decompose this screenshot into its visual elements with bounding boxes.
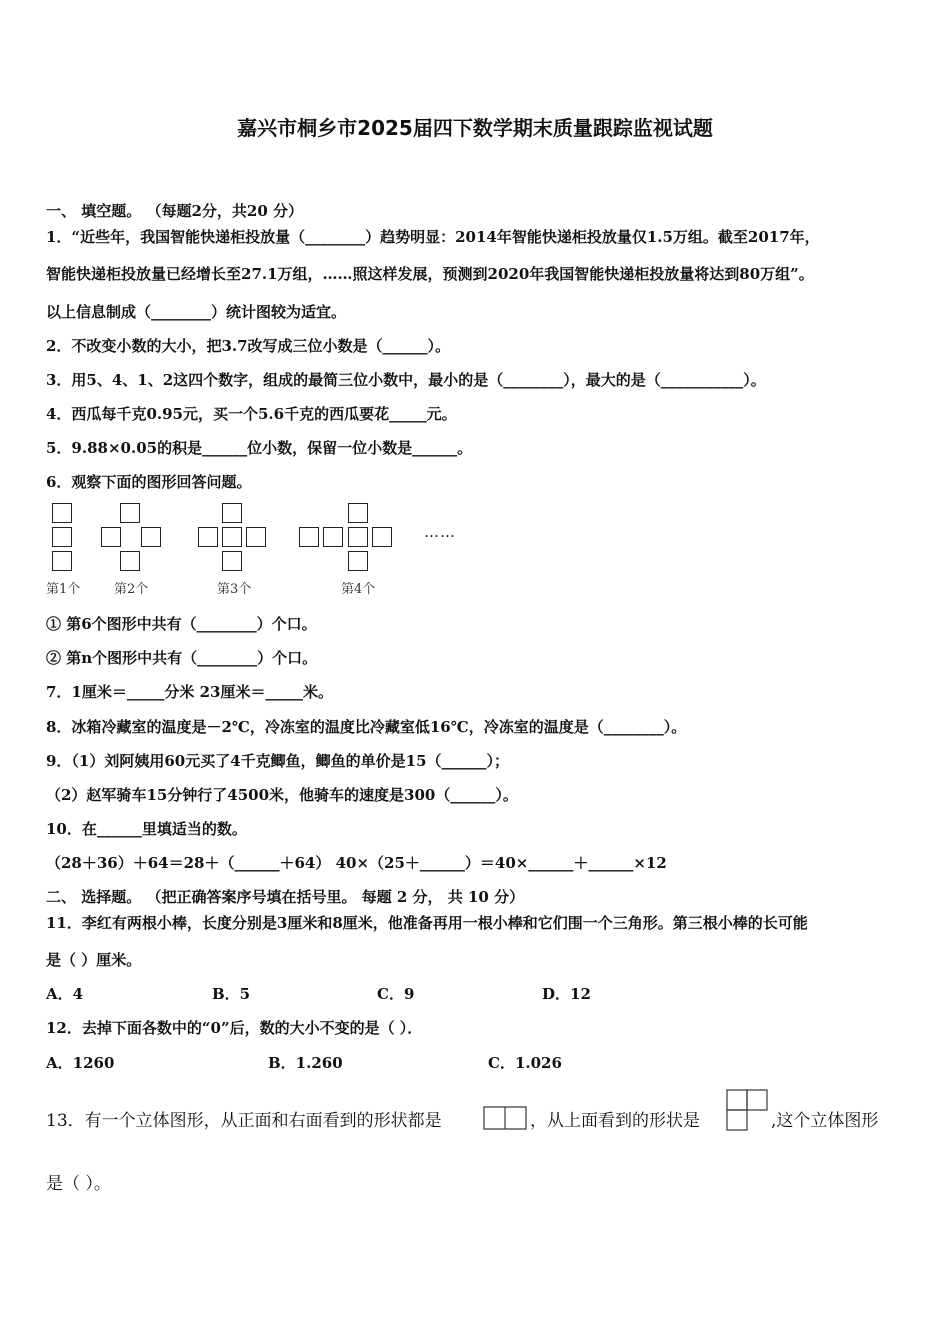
pattern-square [101,527,121,547]
q8: 8．冰箱冷藏室的温度是－2℃，冷冻室的温度比冷藏室低16℃，冷冻室的温度是（________）。 [46,718,687,736]
pattern-square [198,527,218,547]
q5: 5．9.88×0.05的积是______位小数，保留一位小数是______。 [46,439,473,457]
pattern-square [222,503,242,523]
q11-option-c: C．9 [377,985,415,1003]
q12-option-c: C．1.026 [488,1054,562,1072]
pattern-square [348,527,368,547]
section-1-header: 一、 填空题。 （每题2分，共20 分） [46,202,303,220]
pattern-square [372,527,392,547]
pattern-square [222,551,242,571]
q12-option-b: B．1.260 [268,1054,343,1072]
q7: 7．1厘米＝_____分米 23厘米＝_____米。 [46,683,333,701]
pattern-ellipsis: …… [424,523,456,541]
q13-part1: 13．有一个立体图形，从正面和右面看到的形状都是 [46,1111,442,1131]
q11-line2: 是（ ）厘米。 [46,951,142,969]
pattern-caption-2: 第2个 [114,582,149,597]
q11-option-b: B．5 [212,985,251,1003]
q6-stem: 6．观察下面的图形回答问题。 [46,473,252,491]
pattern-square [246,527,266,547]
q2: 2．不改变小数的大小，把3.7改写成三位小数是（______）。 [46,337,451,355]
top-view-figure [726,1089,770,1131]
q3: 3．用5、4、1、2这四个数字，组成的最简三位小数中，最小的是（________），最大的是（___________）。 [46,371,766,389]
q10-expression: （28＋36）＋64＝28＋（______＋64） 40×（25＋______）＝40×______＋______×12 [46,854,667,872]
q6-sub1: ① 第6个图形中共有（________）个口。 [46,615,317,633]
pattern-square [348,551,368,571]
q11-option-d: D．12 [542,985,591,1003]
q9-line1: 9．（1）刘阿姨用60元买了4千克鲫鱼，鲫鱼的单价是15（______）； [46,752,510,770]
pattern-square [120,551,140,571]
q13-line2: 是（ ）。 [46,1174,111,1194]
pattern-square [120,503,140,523]
q13-part2: ，从上面看到的形状是 [530,1111,700,1131]
q1-line3: 以上信息制成（________）统计图较为适宜。 [46,303,347,321]
q1-line2: 智能快递柜投放量已经增长至27.1万组，……照这样发展，预测到2020年我国智能快递柜投放量将达到80万组”。 [46,265,814,283]
q12-stem: 12．去掉下面各数中的“0”后，数的大小不变的是（ ）． [46,1019,423,1037]
q11-line1: 11．李红有两根小棒，长度分别是3厘米和8厘米，他准备再用一根小棒和它们围一个三角形。第三根小棒的长可能 [46,914,808,932]
pattern-square [323,527,343,547]
pattern-square [52,551,72,571]
pattern-square [52,527,72,547]
q1-line1: 1．“近些年，我国智能快递柜投放量（________）趋势明显：2014年智能快递柜投放量仅1.5万组。截至2017年， [46,228,820,246]
pattern-square [141,527,161,547]
q9-line2: （2）赵军骑车15分钟行了4500米，他骑车的速度是300（______）。 [46,786,518,804]
pattern-caption-1: 第1个 [46,582,81,597]
front-view-figure [483,1106,527,1130]
pattern-square [52,503,72,523]
pattern-square [348,503,368,523]
pattern-caption-3: 第3个 [217,582,252,597]
q4: 4．西瓜每千克0.95元，买一个5.6千克的西瓜要花_____元。 [46,405,457,423]
q10-stem: 10．在______里填适当的数。 [46,820,247,838]
q12-option-a: A．1260 [46,1054,115,1072]
pattern-caption-4: 第4个 [341,582,376,597]
q6-sub2: ② 第n个图形中共有（________）个口。 [46,649,318,667]
page-title: 嘉兴市桐乡市2025届四下数学期末质量跟踪监视试题 [237,116,713,140]
pattern-square [299,527,319,547]
pattern-square [222,527,242,547]
q13-part3: ,这个立体图形 [771,1111,879,1131]
section-2-header: 二、 选择题。 （把正确答案序号填在括号里。 每题 2 分， 共 10 分） [46,888,525,906]
q11-option-a: A．4 [46,985,84,1003]
